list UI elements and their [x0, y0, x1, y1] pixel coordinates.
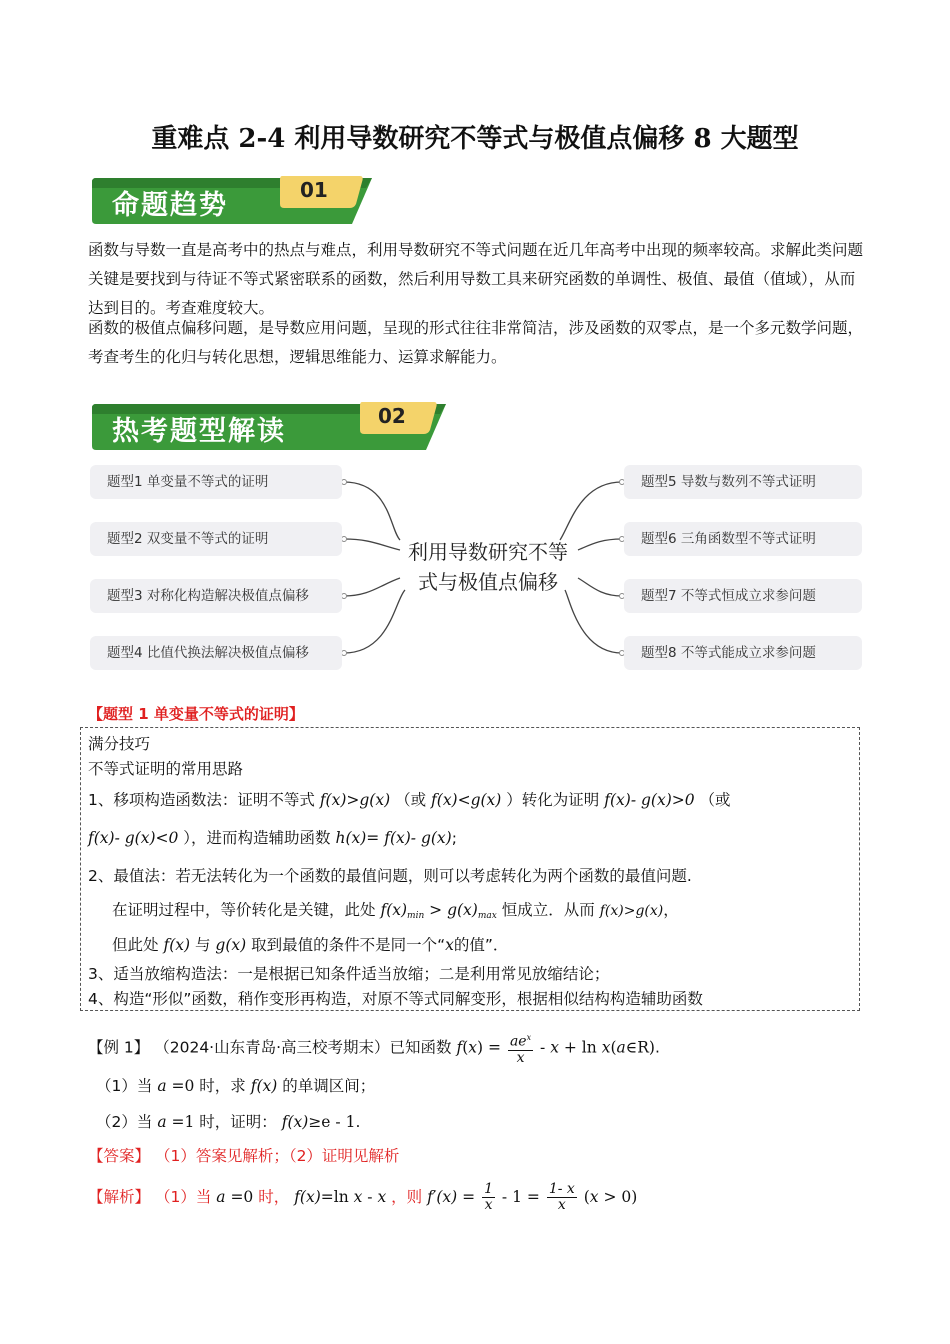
formula: f	[456, 1038, 463, 1057]
trend-paragraph-1: 函数与导数一直是高考中的热点与难点，利用导数研究不等式问题在近几年高考中出现的频率较高。求解此类问题关键是要找到与待证不等式紧密联系的函数，然后利用导数工具来研究函数的单调性、极值、最值（值域），从而达到目的。考查难度较大。	[88, 241, 864, 317]
tips-line-2: 2、最值法：若无法转化为一个函数的最值问题，则可以考虑转化为两个函数的最值问题.	[88, 867, 692, 885]
mindmap-center-line: 利用导数研究不等	[408, 540, 568, 564]
formula: h(x)= f(x)- g(x)	[335, 829, 452, 847]
mindmap-node-type1: 题型1 单变量不等式的证明	[90, 465, 342, 499]
mindmap-node-type8: 题型8 不等式能成立求参问题	[624, 636, 862, 670]
mindmap-node-type7: 题型7 不等式恒成立求参问题	[624, 579, 862, 613]
banner-title: 命题趋势	[112, 190, 228, 221]
section-heading: 【题型 1 单变量不等式的证明】	[88, 705, 304, 723]
tips-line-4: 4、构造“形似”函数，稍作变形再构造，对原不等式同解变形，根据相似结构构造辅助函数	[88, 990, 703, 1008]
mindmap-center-line: 式与极值点偏移	[418, 570, 558, 594]
formula-fraction: $\frac{ae^x}{x}$	[508, 1030, 533, 1066]
formula: f(x)	[281, 1113, 309, 1131]
banner-number: 02	[378, 404, 406, 428]
tips-line-1: 1、移项构造函数法：证明不等式 f(x)>g(x) （或 f(x)<g(x) ）转化为证明 f(x)- g(x)>0 （或	[88, 791, 731, 809]
example-question-1: （1）当 a =0 时，求 f(x) 的单调区间；	[96, 1077, 376, 1095]
formula: f(x)- g(x)<0	[88, 829, 179, 847]
formula: f(x)- g(x)>0	[604, 791, 695, 809]
example-statement: 【例 1】 （2024·山东青岛·高三校考期末）已知函数 f(x) = $\frac{ae^x}{x}$ - x + ln x(a∈R).	[88, 1030, 660, 1066]
analysis-line: 【解析】 （1）当 a =0 时， f(x)=ln x - x ，则 f′(x) = $\frac{1}{x}$ - 1 = $\frac{1- x}{x}$ (x > 0)	[88, 1181, 638, 1213]
mindmap-node-type5: 题型5 导数与数列不等式证明	[624, 465, 862, 499]
formula: a	[157, 1077, 167, 1095]
mindmap-center	[383, 537, 593, 597]
formula: a	[157, 1113, 167, 1131]
tips-line-1-cont: f(x)- g(x)<0 ），进而构造辅助函数 h(x)= f(x)- g(x);	[88, 829, 457, 847]
mindmap-node-type6: 题型6 三角函数型不等式证明	[624, 522, 862, 556]
formula: $f(x)_{min} > g(x)_{max}$	[380, 901, 497, 921]
formula: f(x)	[250, 1077, 278, 1095]
mindmap-node-type4: 题型4 比值代换法解决极值点偏移	[90, 636, 342, 670]
banner-number: 01	[300, 178, 328, 202]
formula-fraction: $\frac{1}{x}$	[484, 1181, 493, 1213]
formula: f′(x)	[427, 1188, 458, 1206]
formula: a	[216, 1188, 226, 1206]
tips-subtitle: 不等式证明的常用思路	[88, 760, 244, 778]
formula-fraction: $\frac{1- x}{x}$	[548, 1181, 575, 1213]
formula: f(x)	[163, 936, 191, 954]
tips-line-3: 3、适当放缩构造法：一是根据已知条件适当放缩；二是利用常见放缩结论；	[88, 965, 610, 983]
formula: f(x)>g(x)	[319, 791, 391, 809]
formula: g(x)	[215, 936, 247, 954]
mindmap-node-type3: 题型3 对称化构造解决极值点偏移	[90, 579, 342, 613]
answer-line: 【答案】 （1）答案见解析；（2）证明见解析	[88, 1147, 400, 1165]
mindmap-node-type2: 题型2 双变量不等式的证明	[90, 522, 342, 556]
page-title: 重难点 2-4 利用导数研究不等式与极值点偏移 8 大题型	[151, 124, 799, 154]
trend-paragraph-2: 函数的极值点偏移问题，是导数应用问题，呈现的形式往往非常简洁，涉及函数的双零点，是一个多元数学问题，考查考生的化归与转化思想，逻辑思维能力、运算求解能力。	[88, 319, 864, 366]
formula: f(x)	[294, 1188, 321, 1206]
formula: f(x)<g(x)	[431, 791, 502, 809]
tips-line-2-detail: 在证明过程中，等价转化是关键，此处 $f(x)_{min} > g(x)_{max}$ 恒成立．从而 f(x)>g(x)，	[112, 901, 679, 921]
tips-line-2-note: 但此处 f(x) 与 g(x) 取到最值的条件不是同一个“x的值”．	[112, 936, 509, 954]
banner-title: 热考题型解读	[112, 416, 286, 447]
tips-title: 满分技巧	[88, 735, 151, 753]
example-question-2: （2）当 a =1 时，证明： f(x)≥e - 1.	[96, 1113, 361, 1131]
